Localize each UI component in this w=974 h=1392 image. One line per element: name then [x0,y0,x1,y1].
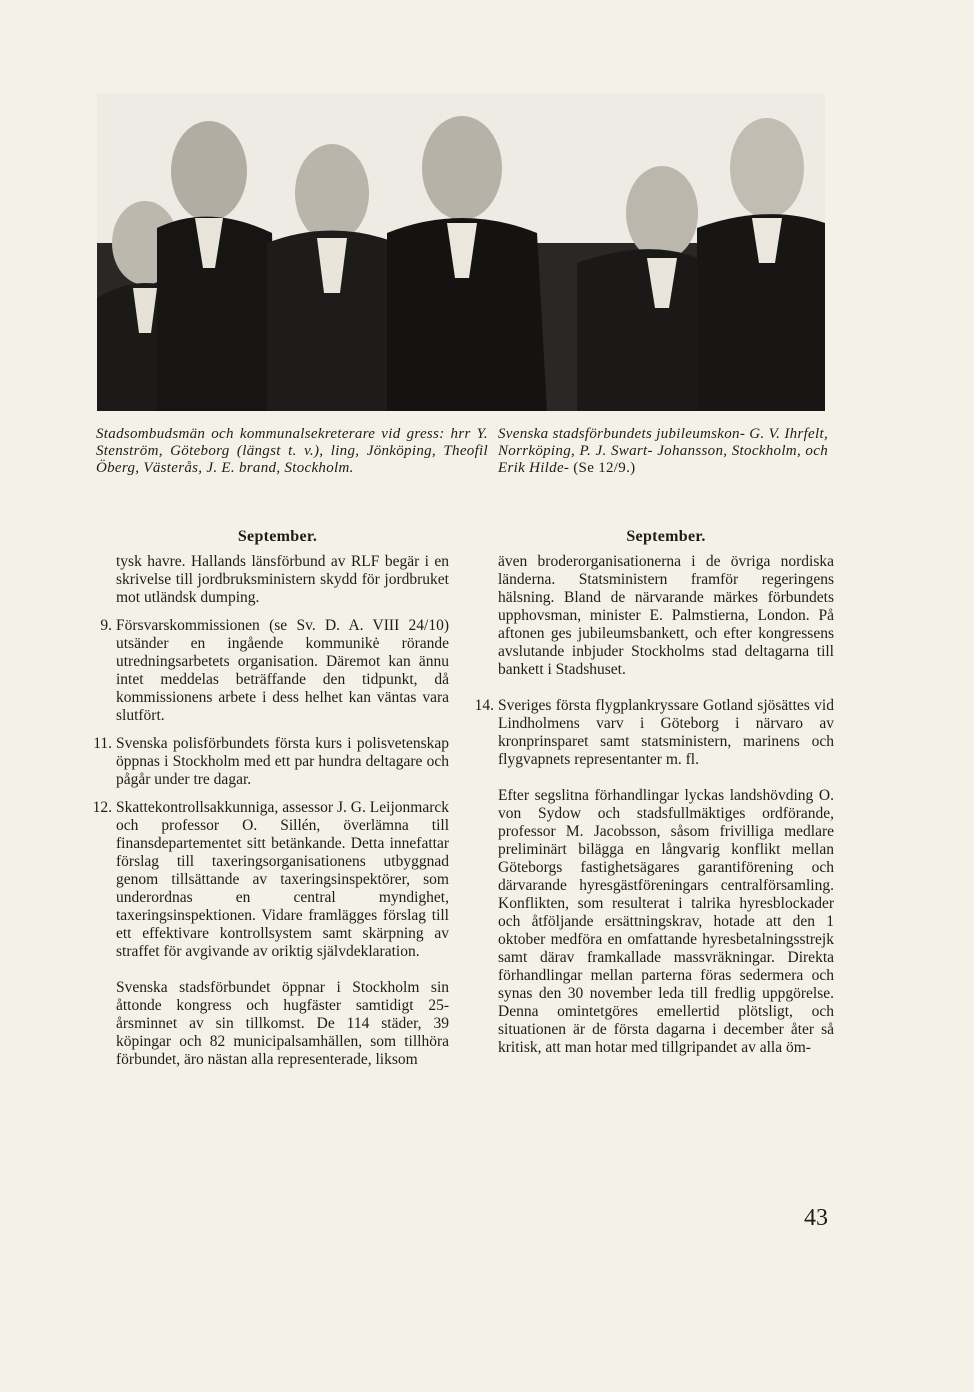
photo-caption-left [96,426,488,477]
date-entry-14 [474,697,834,769]
group-photograph [97,93,825,411]
page-number: 43 [804,1205,828,1231]
entry-date: 12. [92,799,112,816]
caption-right-text: Svenska stadsförbundets jubileumskon- G. V. Ihrfelt, Norrköping, P. J. Swart- Johansson, Stockholm, och Erik Hilde- [498,426,828,476]
left-closing-paragraph: Svenska stadsförbundet öppnar i Stockholm sin åttonde kongress och hugfäster samtidigt 25-årsminnet av sin tillkomst. De 114 städer, 39 köpingar och 82 municipalsamhällen, som tillhöra förbundet, äro nästan alla representerade, liksom [116,979,449,1068]
entry-date: 9. [100,617,112,634]
right-column-heading: September. [626,528,706,545]
entry-date: 11. [93,735,112,752]
entry-text: Sveriges första flygplankryssare Gotland sjösättes vid Lindholmens varv i Göteborg i närvaro av kronprinsparet samt statsministern, marinens och flygvapnets representanter m. fl. [498,697,834,768]
entry-text: Försvarskommissionen (se Sv. D. A. VIII 24/10) utsänder en ingående kommunikė rörande utredningsarbetets organisation. Däremot kan ännu intet meddelas beträffande den tidpunkt, då kommissionens arbete i dess helhet kan väntas vara slutfört. [116,617,449,724]
right-intro-paragraph: även broderorganisationerna i de övriga nordiska länderna. Statsministern framför regeringens hälsning. Bland de närvarande märkes förbundets upphovsman, minister E. Palmstierna, London. På aftonen ges jubileumsbankett, och efter kongressens avslutande inbjuder Stockholms stad deltagarna till bankett i Stadshuset. [498,553,834,678]
date-entry-11 [93,735,449,789]
left-column-heading: September. [237,528,318,545]
group-photograph-image [97,93,825,411]
entry-date: 14. [474,697,494,714]
entry-text: Svenska polisförbundets första kurs i polisvetenskap öppnas i Stockholm med ett par hundra deltagare och pågår under tre dagar. [116,735,449,788]
right-closing-paragraph: Efter segslitna förhandlingar lyckas landshövding O. von Sydow och stadsfullmäktiges ordförande, professor M. Jacobsson, såsom frivilliga medlare preliminärt bilägga en långvarig konflikt mellan Göteborgs fastighetsägares garantiförening och därvarande hyresgästföreningars centralförsamling. Konflikten, som resulterat i talrika hyresblockader och åtföljande ersättningskrav, hotade att den 1 oktober medföra en omfattande hyresbetalningsstrejk samt därav framkallade massvräkningar. Direkta förhandlingar mellan parterna föras sedermera och synas den 30 november leda till fredlig uppgörelse. Denna omintetgöres emellertid plötsligt, och situationen är de första dagarna i december åter så kritisk, att man hotar med tillgripandet av alla öm- [498,787,834,1056]
date-entry-12 [92,799,449,961]
caption-left-text: Stadsombudsmän och kommunalsekreterare vid gress: hrr Y. Stenström, Göteborg (längst t. v.), ling, Jönköping, Theofil Öberg, Västerås, J. E. brand, Stockholm. [96,426,488,476]
left-column [92,528,449,1079]
entry-text: Skattekontrollsakkunniga, assessor J. G. Leijonmarck och professor O. Sillén, överlämna till finansdepartementet sitt betänkande. Detta innefattar förslag till taxeringsorganisationens utbyggnad genom tillsättande av taxeringsinspektörer, som underordnas en central myndighet, taxeringsinspektionen. Vidare framlägges förslag till ett effektivare kontrollsystem samt skärpning av straffet för avgivande av oriktig självdeklaration. [116,799,449,960]
caption-reference: (Se 12/9.) [573,460,636,476]
date-entry-9 [100,617,449,725]
left-intro-paragraph: tysk havre. Hallands länsförbund av RLF begär i en skrivelse till jordbruksministern skydd för jordbruket mot utländsk dumping. [116,553,449,606]
photo-caption-right [498,426,828,477]
right-column [474,528,834,1067]
